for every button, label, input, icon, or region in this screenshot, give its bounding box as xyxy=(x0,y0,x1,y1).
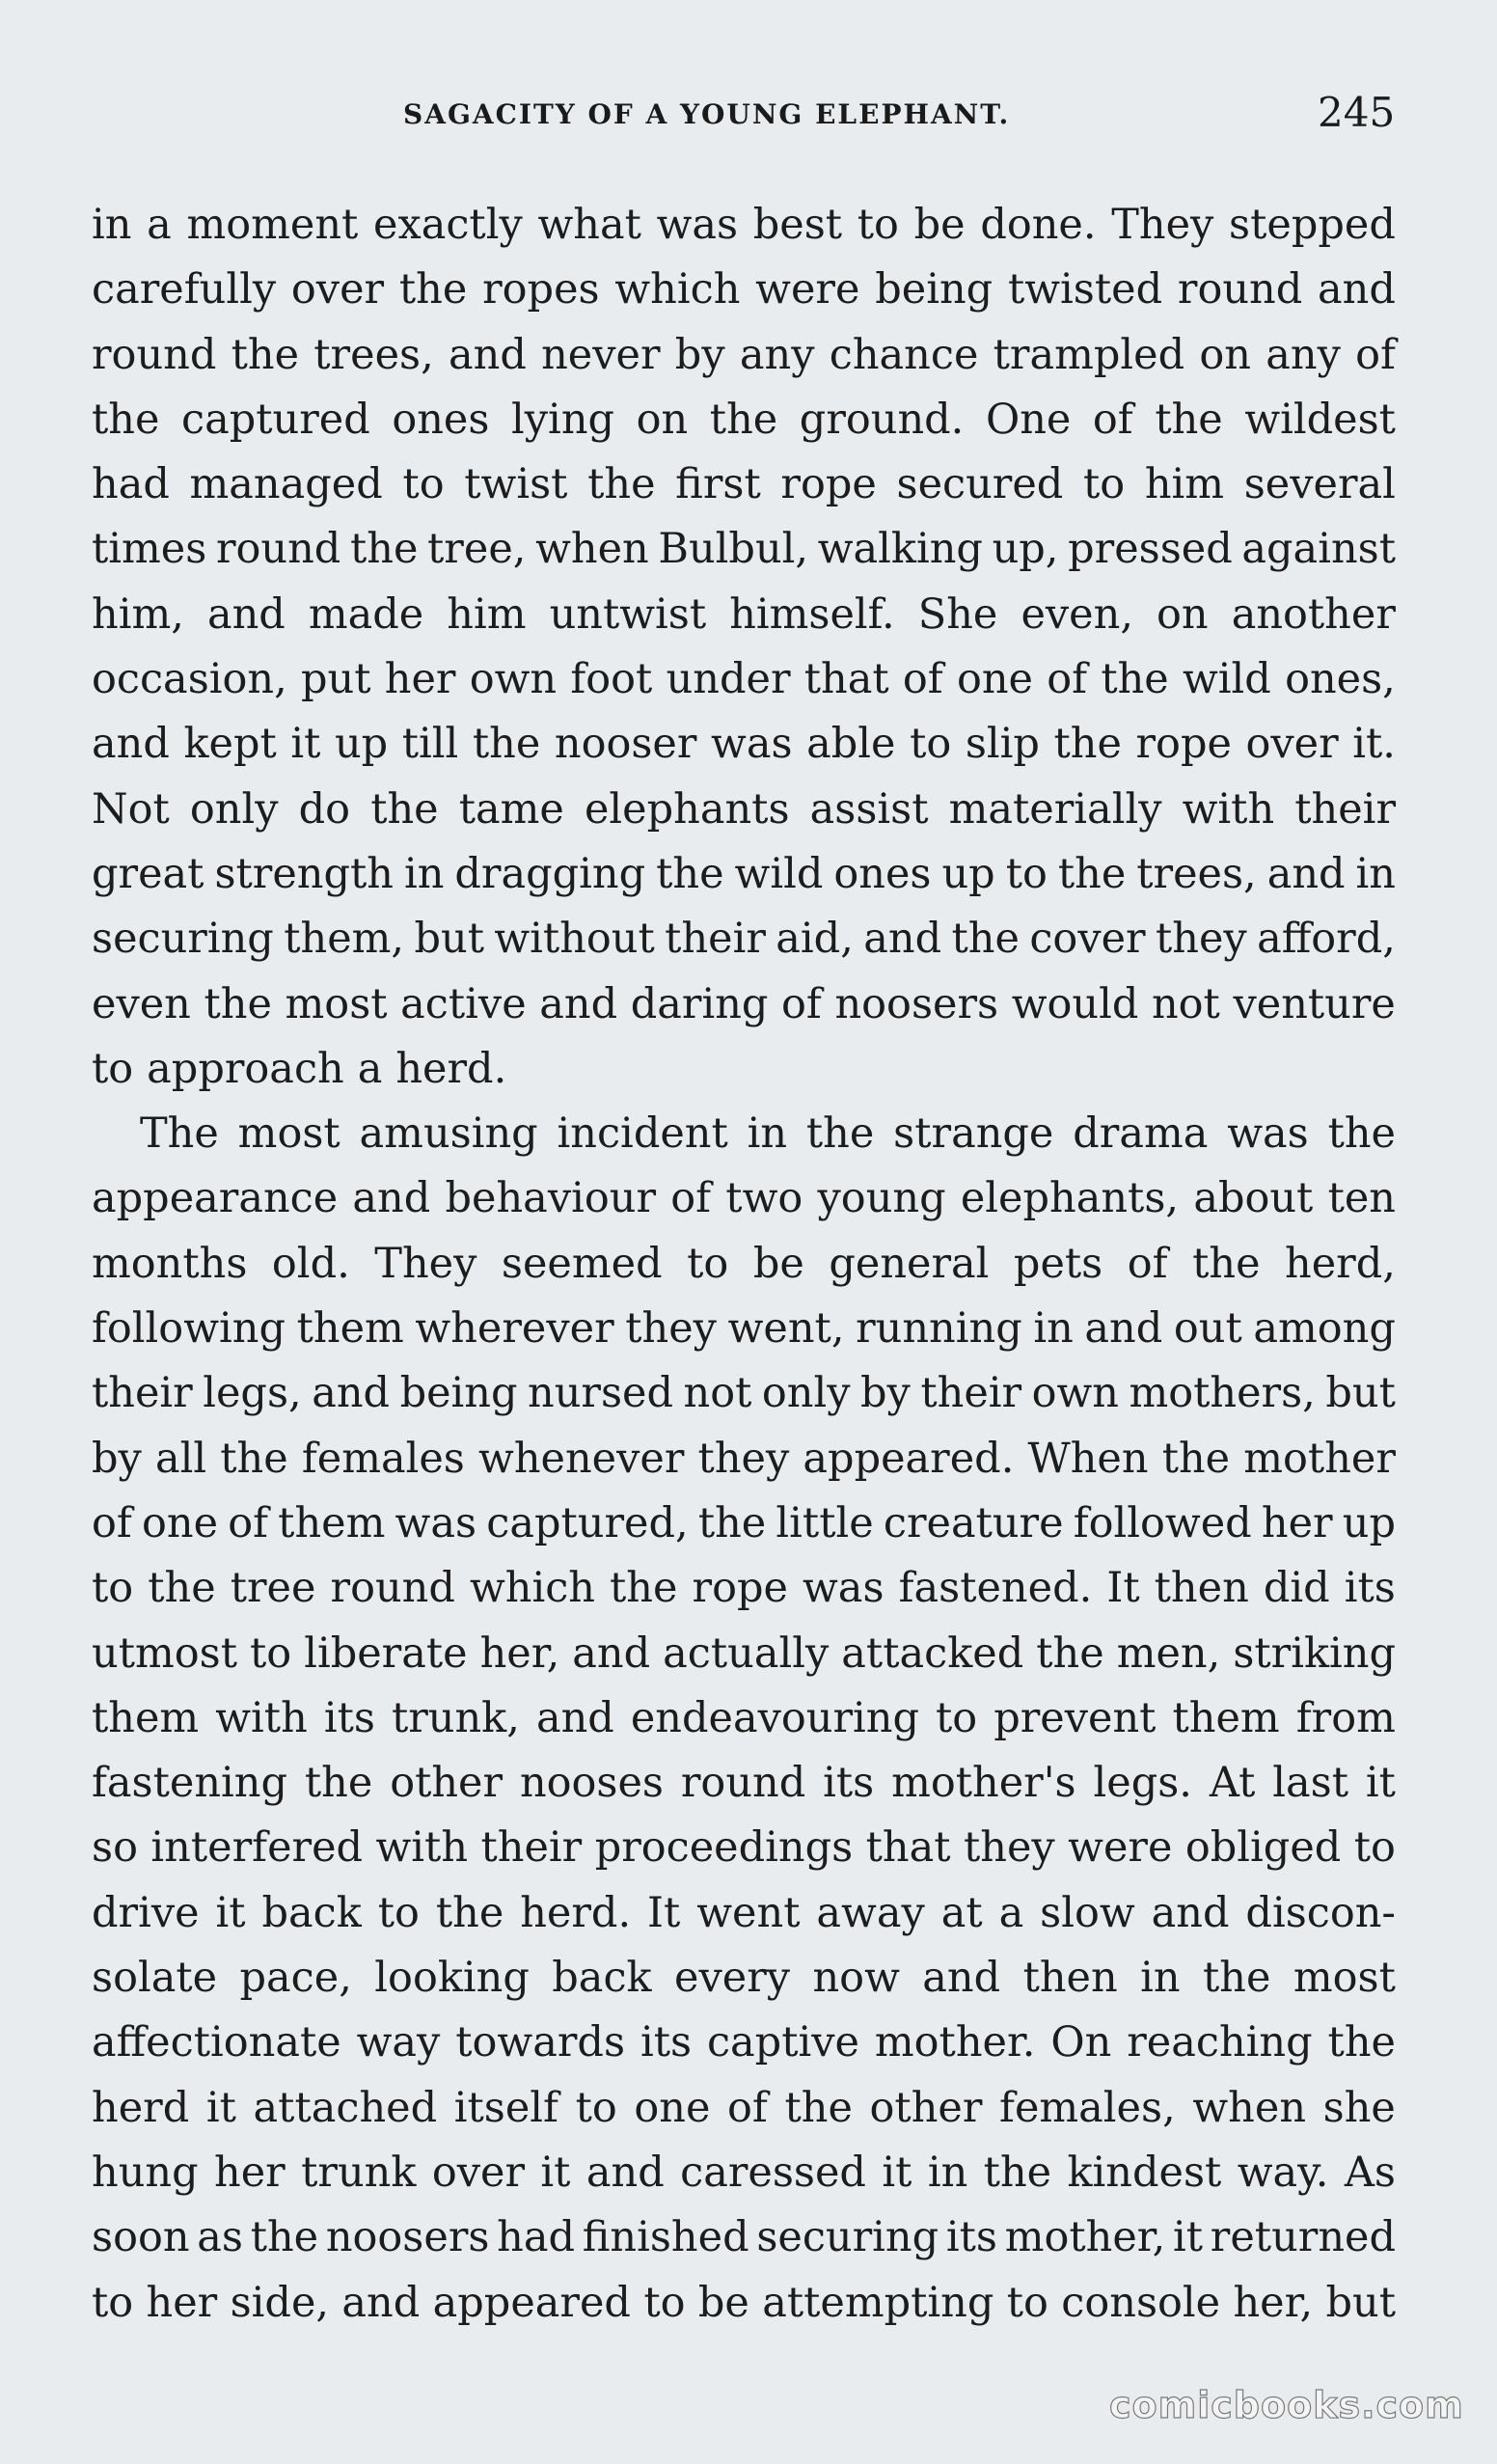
text-line: to approach a herd. xyxy=(92,1044,507,1093)
text-line: fastening the other nooses round its mother's legs. At last it xyxy=(92,1759,1396,1808)
text-line: following them wherever they went, running in and out among xyxy=(92,1304,1396,1354)
text-line: months old. They seemed to be general pets of the herd, xyxy=(92,1239,1396,1288)
page-number: 245 xyxy=(1318,89,1396,136)
text-line: him, and made him untwist himself. She even, on another xyxy=(92,589,1396,639)
text-line: carefully over the ropes which were being twisted round and xyxy=(92,265,1396,315)
text-line: drive it back to the herd. It went away at a slow and discon- xyxy=(92,1888,1396,1937)
text-line: Not only do the tame elephants assist materially with their xyxy=(92,784,1396,834)
text-line: securing them, but without their aid, and the cover they afford, xyxy=(92,915,1396,964)
text-line: to the tree round which the rope was fastened. It then did its xyxy=(92,1564,1396,1613)
text-line: to her side, and appeared to be attempting to console her, but xyxy=(92,2278,1396,2327)
text-line: so interfered with their proceedings that they were obliged to xyxy=(92,1823,1396,1873)
text-line: them with its trunk, and endeavouring to prevent them from xyxy=(92,1693,1396,1742)
text-line: their legs, and being nursed not only by their own mothers, but xyxy=(92,1369,1396,1418)
text-line: great strength in dragging the wild ones up to the trees, and in xyxy=(92,849,1396,898)
text-line: affectionate way towards its captive mother. On reaching the xyxy=(92,2018,1396,2067)
body-text xyxy=(92,193,1396,2336)
text-line: even the most active and daring of noosers would not venture xyxy=(92,979,1396,1028)
text-line: herd it attached itself to one of the other females, when she xyxy=(92,2083,1396,2132)
text-line: soon as the noosers had finished securing its mother, it returned xyxy=(92,2213,1396,2262)
text-line: occasion, put her own foot under that of one of the wild ones, xyxy=(92,655,1396,704)
running-head: SAGACITY OF A YOUNG ELEPHANT. xyxy=(403,98,1011,130)
text-line: had managed to twist the first rope secured to him several xyxy=(92,460,1396,509)
text-line: the captured ones lying on the ground. One of the wildest xyxy=(92,395,1396,444)
text-line: times round the tree, when Bulbul, walking up, pressed against xyxy=(92,525,1396,574)
text-line: The most amusing incident in the strange drama was the xyxy=(140,1109,1396,1159)
text-line: appearance and behaviour of two young elephants, about ten xyxy=(92,1174,1396,1223)
text-line: and kept it up till the nooser was able to slip the rope over it. xyxy=(92,720,1396,769)
text-line: in a moment exactly what was best to be done. They stepped xyxy=(92,201,1396,249)
text-line: by all the females whenever they appeared. When the mother xyxy=(92,1434,1396,1483)
text-line: of one of them was captured, the little creature followed her up xyxy=(92,1498,1396,1547)
text-line: solate pace, looking back every now and then in the most xyxy=(92,1954,1396,2003)
watermark: comicbooks.com xyxy=(1109,2384,1464,2426)
text-line: round the trees, and never by any chance trampled on any of xyxy=(92,330,1396,379)
text-line: utmost to liberate her, and actually attacked the men, striking xyxy=(92,1629,1396,1678)
text-line: hung her trunk over it and caressed it in the kindest way. As xyxy=(92,2148,1396,2197)
